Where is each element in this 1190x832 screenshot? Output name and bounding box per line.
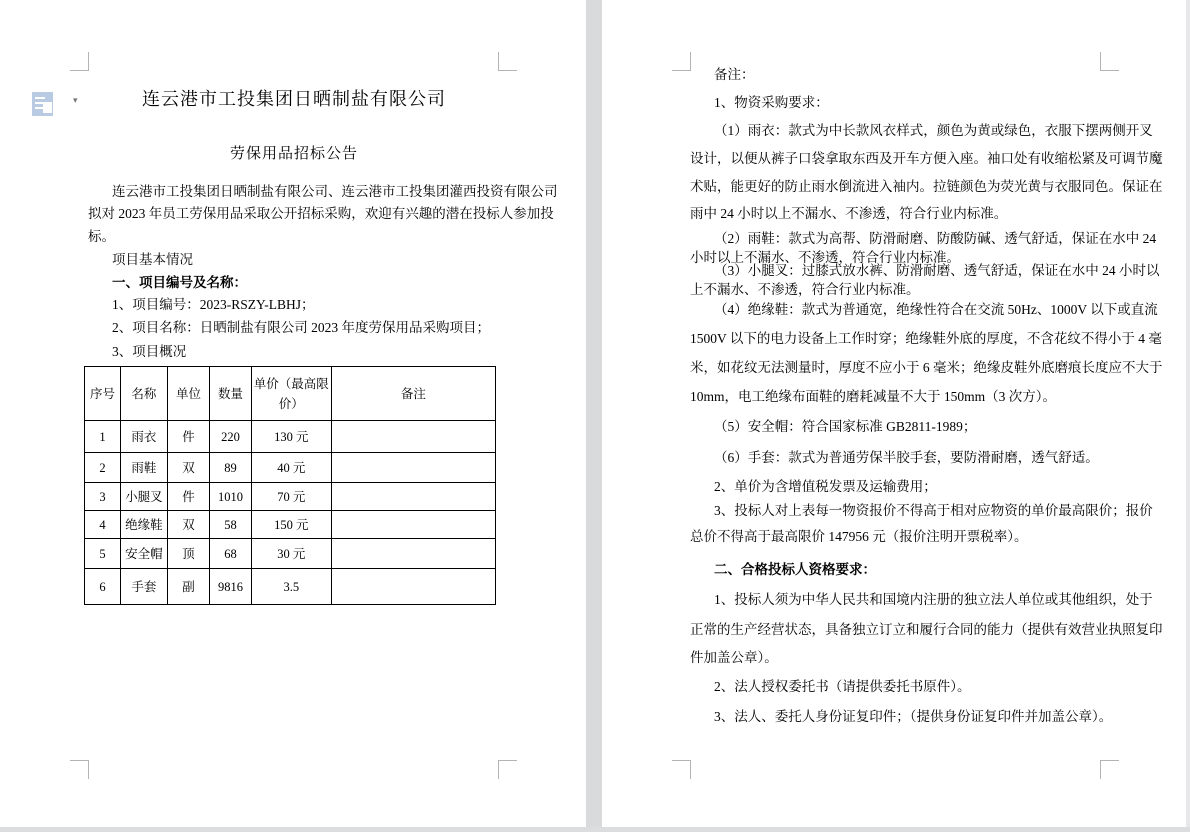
intro-line[interactable]: 标。 xyxy=(88,229,115,244)
table-cell[interactable]: 130 元 xyxy=(251,421,331,453)
table-header-cell[interactable]: 单价（最高限价） xyxy=(251,367,331,421)
note-line[interactable]: 2、法人授权委托书（请提供委托书原件）。 xyxy=(714,679,971,694)
table-cell[interactable] xyxy=(331,569,495,605)
page-left xyxy=(0,0,586,827)
note-line[interactable]: （6）手套：款式为普通劳保半胶手套，要防滑耐磨，透气舒适。 xyxy=(714,450,1099,465)
note-line[interactable]: 1、投标人须为中华人民共和国境内注册的独立法人单位或其他组织，处于 xyxy=(714,592,1153,607)
note-line[interactable]: 上不漏水、不渗透，符合行业内标准。 xyxy=(690,282,920,297)
table-cell[interactable] xyxy=(331,421,495,453)
note-line[interactable]: 雨中 24 小时以上不漏水、不渗透，符合行业内标准。 xyxy=(690,206,1008,221)
table-cell[interactable]: 3 xyxy=(85,483,121,511)
note-line[interactable]: （4）绝缘鞋：款式为普通宽，绝缘性符合在交流 50Hz、1000V 以下或直流 xyxy=(714,302,1158,317)
table-row xyxy=(85,483,496,511)
paste-icon xyxy=(32,92,53,116)
crop-mark-top-right xyxy=(1100,52,1119,71)
note-line[interactable]: 小时以上不漏水、不渗透，符合行业内标准。 xyxy=(690,250,960,265)
table-cell[interactable]: 4 xyxy=(85,511,121,539)
paste-options-button[interactable] xyxy=(32,92,88,118)
table-cell[interactable]: 雨衣 xyxy=(120,421,167,453)
note-line[interactable]: （2）雨鞋：款式为高帮、防滑耐磨、防酸防碱、透气舒适，保证在水中 24 xyxy=(714,231,1157,246)
table-cell[interactable]: 顶 xyxy=(167,539,209,569)
table-cell[interactable]: 手套 xyxy=(120,569,167,605)
table-cell[interactable]: 6 xyxy=(85,569,121,605)
window-right-edge xyxy=(1186,0,1190,827)
note-line[interactable]: （5）安全帽：符合国家标准 GB2811-1989； xyxy=(714,419,977,434)
table-cell[interactable]: 68 xyxy=(210,539,252,569)
table-row xyxy=(85,421,496,453)
table-cell[interactable]: 89 xyxy=(210,453,252,483)
crop-mark-bottom-right xyxy=(498,760,517,779)
note-line[interactable]: （1）雨衣：款式为中长款风衣样式，颜色为黄或绿色，衣服下摆两侧开叉 xyxy=(714,123,1153,138)
right-page-text-area xyxy=(690,0,1163,827)
table-row xyxy=(85,453,496,483)
crop-mark-top-right xyxy=(498,52,517,71)
table-header-cell[interactable]: 数量 xyxy=(210,367,252,421)
table-cell[interactable]: 40 元 xyxy=(251,453,331,483)
note-line[interactable]: 3、投标人对上表每一物资报价不得高于相对应物资的单价最高限价；报价 xyxy=(714,503,1153,518)
crop-mark-bottom-right xyxy=(1100,760,1119,779)
info-line-project-name[interactable]: 2、项目名称：日晒制盐有限公司 2023 年度劳保用品采购项目； xyxy=(112,320,490,335)
table-cell[interactable]: 3.5 xyxy=(251,569,331,605)
document-subtitle[interactable]: 劳保用品招标公告 xyxy=(229,146,358,162)
table-row xyxy=(85,569,496,605)
crop-mark-top-left xyxy=(70,52,89,71)
note-line[interactable]: 米，如花纹无法测量时，厚度不应小于 6 毫米；绝缘皮鞋外底磨痕长度应不大于 xyxy=(690,360,1163,375)
table-cell[interactable] xyxy=(331,511,495,539)
document-title[interactable]: 连云港市工投集团日晒制盐有限公司 xyxy=(142,89,446,109)
table-cell[interactable]: 5 xyxy=(85,539,121,569)
note-line[interactable]: 3、法人、委托人身份证复印件；（提供身份证复印件并加盖公章）。 xyxy=(714,709,1113,724)
table-cell[interactable]: 绝缘鞋 xyxy=(120,511,167,539)
table-cell[interactable]: 150 元 xyxy=(251,511,331,539)
table-cell[interactable]: 小腿叉 xyxy=(120,483,167,511)
table-cell[interactable] xyxy=(331,483,495,511)
note-line[interactable]: （3）小腿叉：过膝式放水裤、防滑耐磨、透气舒适，保证在水中 24 小时以 xyxy=(714,263,1160,278)
table-cell[interactable]: 件 xyxy=(167,483,209,511)
page-right xyxy=(602,0,1186,827)
note-line[interactable]: 2、单价为含增值税发票及运输费用； xyxy=(714,479,937,494)
table-cell[interactable] xyxy=(331,453,495,483)
table-cell[interactable]: 30 元 xyxy=(251,539,331,569)
crop-mark-top-left xyxy=(672,52,691,71)
note-line[interactable]: 件加盖公章）。 xyxy=(690,650,778,665)
note-line[interactable]: 10mm，电工绝缘布面鞋的磨耗减量不大于 150mm（3 次方）。 xyxy=(690,389,1057,404)
note-line[interactable]: 术贴，能更好的防止雨水倒流进入袖内。拉链颜色为荧光黄与衣服同色。保证在 xyxy=(690,179,1163,194)
table-cell[interactable]: 副 xyxy=(167,569,209,605)
table-cell[interactable]: 220 xyxy=(210,421,252,453)
table-header-cell[interactable]: 名称 xyxy=(120,367,167,421)
table-cell[interactable]: 雨鞋 xyxy=(120,453,167,483)
window-bottom-edge xyxy=(0,827,1190,832)
table-header-cell[interactable]: 序号 xyxy=(85,367,121,421)
note-line[interactable]: 正常的生产经营状态，具备独立订立和履行合同的能力（提供有效营业执照复印 xyxy=(690,622,1163,637)
section-heading-qualification[interactable]: 二、合格投标人资格要求： xyxy=(714,562,876,577)
page-gap xyxy=(586,0,602,827)
info-line-section-heading[interactable]: 一、项目编号及名称： xyxy=(112,275,247,290)
note-line[interactable]: 1、物资采购要求： xyxy=(714,95,829,110)
info-line-project-overview[interactable]: 项目基本情况 xyxy=(112,252,193,267)
table-cell[interactable]: 1 xyxy=(85,421,121,453)
crop-mark-bottom-left xyxy=(70,760,89,779)
note-line[interactable]: 备注： xyxy=(714,67,755,82)
table-cell[interactable]: 安全帽 xyxy=(120,539,167,569)
intro-line[interactable]: 连云港市工投集团日晒制盐有限公司、连云港市工投集团灌西投资有限公司 xyxy=(112,184,558,199)
info-line-project-profile[interactable]: 3、项目概况 xyxy=(112,344,187,359)
table-cell[interactable]: 1010 xyxy=(210,483,252,511)
table-cell[interactable]: 2 xyxy=(85,453,121,483)
table-row xyxy=(85,539,496,569)
table-cell[interactable]: 双 xyxy=(167,453,209,483)
table-header-cell[interactable]: 单位 xyxy=(167,367,209,421)
note-line[interactable]: 1500V 以下的电力设备上工作时穿；绝缘鞋外底的厚度，不含花纹不得小于 4 毫 xyxy=(690,331,1162,346)
table-header-cell[interactable]: 备注 xyxy=(331,367,495,421)
table-cell[interactable]: 双 xyxy=(167,511,209,539)
intro-line[interactable]: 拟对 2023 年员工劳保用品采取公开招标采购，欢迎有兴趣的潜在投标人参加投 xyxy=(88,206,554,221)
left-page-text-area xyxy=(88,0,558,827)
table-header-row xyxy=(85,367,496,421)
info-line-project-number[interactable]: 1、项目编号：2023-RSZY-LBHJ； xyxy=(112,297,315,312)
table-cell[interactable]: 58 xyxy=(210,511,252,539)
table-cell[interactable]: 件 xyxy=(167,421,209,453)
chevron-down-icon[interactable]: ▾ xyxy=(73,95,78,105)
items-table xyxy=(84,366,496,605)
note-line[interactable]: 总价不得高于最高限价 147956 元（报价注明开票税率）。 xyxy=(690,529,1028,544)
table-row xyxy=(85,511,496,539)
table-cell[interactable] xyxy=(331,539,495,569)
crop-mark-bottom-left xyxy=(672,760,691,779)
table-cell[interactable]: 70 元 xyxy=(251,483,331,511)
table-cell[interactable]: 9816 xyxy=(210,569,252,605)
note-line[interactable]: 设计，以便从裤子口袋拿取东西及开车方便入座。袖口处有收缩松紧及可调节魔 xyxy=(690,151,1163,166)
